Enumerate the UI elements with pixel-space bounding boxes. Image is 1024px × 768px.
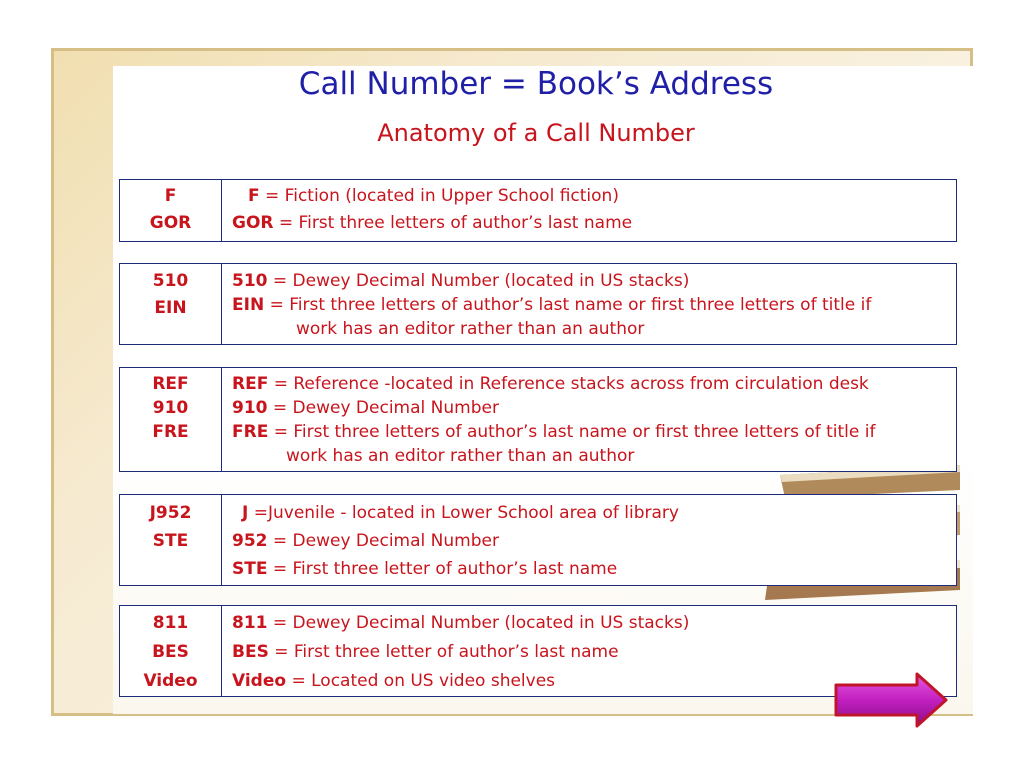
description-text: = First three letters of author’s last name or first three letters of title if [264, 295, 872, 315]
code-label: BES [152, 642, 189, 662]
description-key: F [248, 186, 260, 206]
code-label: F [164, 186, 177, 206]
code-column [120, 495, 222, 585]
description-column [222, 495, 956, 585]
description-line [232, 499, 956, 527]
call-number-box-dewey-510 [119, 263, 957, 345]
description-line [232, 372, 956, 396]
description-line [232, 444, 956, 468]
code-label: 811 [152, 613, 189, 633]
call-number-box-video [119, 605, 957, 697]
description-key: REF [232, 374, 269, 394]
description-line [232, 527, 956, 555]
description-text: = First three letters of author’s last name [273, 213, 633, 233]
code-label: 910 [152, 398, 189, 418]
description-text: = Reference -located in Reference stacks across from circulation desk [268, 374, 869, 394]
description-key: BES [232, 642, 269, 662]
description-key: 910 [232, 398, 268, 418]
description-column [222, 368, 956, 471]
description-text: =Juvenile - located in Lower School area of library [248, 503, 679, 523]
description-line [232, 293, 956, 317]
slide-subtitle: Anatomy of a Call Number [377, 119, 695, 147]
description-key: 952 [232, 531, 268, 551]
description-key: 811 [232, 613, 268, 633]
description-text: = First three letters of author’s last name or first three letters of title if [268, 422, 876, 442]
description-line [232, 555, 956, 583]
code-label: STE [152, 531, 189, 551]
description-line [232, 317, 956, 341]
description-text: = Dewey Decimal Number [267, 531, 499, 551]
description-text: = First three letter of author’s last name [267, 559, 618, 579]
description-line [232, 183, 956, 210]
description-key: 510 [232, 271, 268, 291]
description-line [232, 396, 956, 420]
code-label: Video [143, 671, 198, 691]
call-number-box-juvenile [119, 494, 957, 586]
description-key: GOR [232, 213, 274, 233]
code-column [120, 606, 222, 696]
code-label: FRE [152, 422, 189, 442]
description-key: EIN [232, 295, 265, 315]
description-column [222, 264, 956, 344]
code-column [120, 368, 222, 471]
code-column [120, 180, 222, 241]
description-text: = Located on US video shelves [286, 671, 556, 691]
description-text: = First three letter of author’s last name [268, 642, 619, 662]
slide-title: Call Number = Book’s Address [298, 66, 774, 102]
description-key: Video [232, 671, 287, 691]
code-label: REF [152, 374, 189, 394]
description-line [232, 210, 956, 237]
description-text: work has an editor rather than an author [286, 446, 635, 466]
code-label: GOR [149, 213, 192, 233]
description-key: STE [232, 559, 268, 579]
description-key: J [242, 503, 249, 523]
code-column [120, 264, 222, 344]
call-number-box-reference [119, 367, 957, 472]
description-line [232, 638, 956, 667]
right-arrow-icon[interactable] [833, 671, 949, 729]
description-column [222, 180, 956, 241]
description-line [232, 420, 956, 444]
description-text: = Dewey Decimal Number (located in US stacks) [267, 613, 690, 633]
description-text: = Fiction (located in Upper School fiction) [259, 186, 619, 206]
call-number-box-fiction [119, 179, 957, 242]
description-text: = Dewey Decimal Number (located in US stacks) [267, 271, 690, 291]
code-label: 510 [152, 271, 189, 291]
description-key: FRE [232, 422, 269, 442]
description-line [232, 269, 956, 293]
description-line [232, 609, 956, 638]
description-text: work has an editor rather than an author [296, 319, 645, 339]
code-label: J952 [149, 503, 192, 523]
description-text: = Dewey Decimal Number [267, 398, 499, 418]
code-label: EIN [154, 298, 187, 318]
